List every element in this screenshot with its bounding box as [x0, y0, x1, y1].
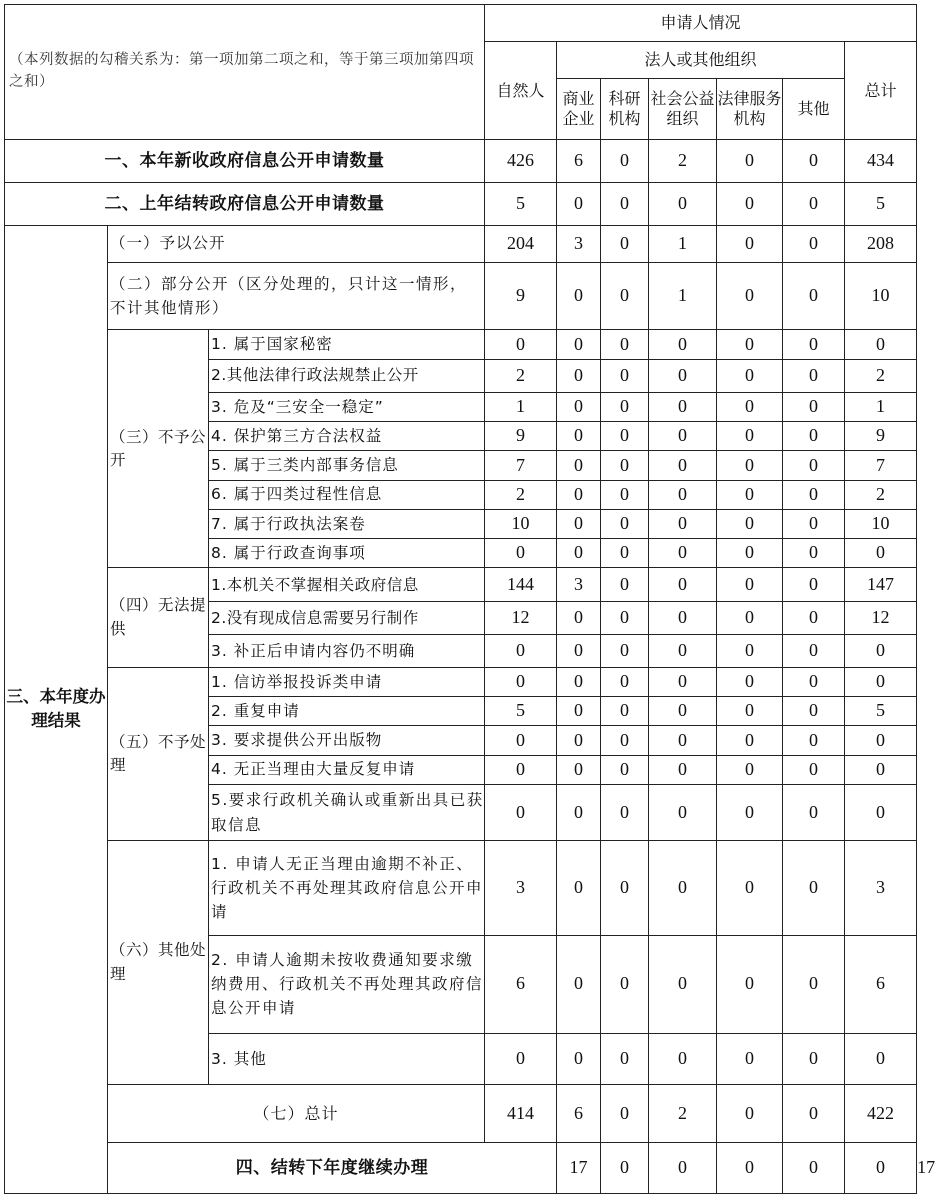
value-cell: 3 [845, 841, 917, 936]
value-cell: 0 [845, 784, 917, 840]
row-label: 5.要求行政机关确认或重新出具已获取信息 [209, 784, 485, 840]
value-cell: 0 [717, 392, 783, 421]
value-cell: 0 [717, 755, 783, 784]
value-cell: 0 [717, 634, 783, 667]
value-cell: 0 [717, 1143, 783, 1194]
value-cell: 0 [601, 841, 649, 936]
value-cell: 0 [783, 509, 845, 538]
value-cell: 0 [649, 538, 717, 567]
header-applicant: 申请人情况 [485, 5, 917, 42]
value-cell: 10 [485, 509, 557, 538]
value-cell: 0 [717, 697, 783, 726]
value-cell: 17 [557, 1143, 601, 1194]
value-cell: 0 [783, 1033, 845, 1084]
value-cell: 0 [845, 1033, 917, 1084]
value-cell: 0 [601, 140, 649, 183]
value-cell: 0 [783, 183, 845, 225]
header-col-other: 其他 [783, 78, 845, 139]
value-cell: 0 [601, 634, 649, 667]
value-cell: 426 [485, 140, 557, 183]
value-cell: 0 [601, 359, 649, 392]
value-cell: 0 [717, 726, 783, 755]
value-cell: 0 [717, 602, 783, 634]
value-cell: 0 [649, 509, 717, 538]
value-cell: 3 [557, 568, 601, 602]
row-label: 6. 属于四类过程性信息 [209, 480, 485, 509]
value-cell: 0 [649, 935, 717, 1033]
value-cell: 0 [783, 1143, 845, 1194]
value-cell: 1 [649, 262, 717, 330]
value-cell: 0 [485, 755, 557, 784]
value-cell: 0 [649, 841, 717, 936]
value-cell: 5 [845, 183, 917, 225]
header-col-legal-service: 法律服务机构 [717, 78, 783, 139]
value-cell: 0 [601, 422, 649, 451]
value-cell: 0 [717, 568, 783, 602]
row-label: 1. 申请人无正当理由逾期不补正、行政机关不再处理其政府信息公开申请 [209, 841, 485, 936]
value-cell: 0 [485, 330, 557, 359]
value-cell: 7 [845, 451, 917, 480]
row-carried-over [5, 183, 917, 225]
value-cell: 0 [557, 183, 601, 225]
value-cell: 0 [649, 1033, 717, 1084]
value-cell: 0 [717, 330, 783, 359]
value-cell: 0 [601, 784, 649, 840]
row-label: 二、上年结转政府信息公开申请数量 [5, 183, 485, 225]
value-cell: 0 [557, 667, 601, 696]
value-cell: 0 [649, 422, 717, 451]
value-cell: 0 [557, 1033, 601, 1084]
row-unable-1 [5, 568, 917, 602]
row-label: 3. 要求提供公开出版物 [209, 726, 485, 755]
value-cell: 6 [557, 1085, 601, 1143]
value-cell: 0 [601, 726, 649, 755]
value-cell: 2 [485, 480, 557, 509]
row-label: 一、本年新收政府信息公开申请数量 [5, 140, 485, 183]
value-cell: 0 [649, 755, 717, 784]
value-cell: 10 [845, 262, 917, 330]
value-cell: 208 [845, 225, 917, 262]
value-cell: 0 [783, 330, 845, 359]
value-cell: 0 [783, 841, 845, 936]
value-cell: 0 [783, 538, 845, 567]
value-cell: 9 [845, 422, 917, 451]
value-cell: 0 [557, 480, 601, 509]
value-cell: 0 [783, 140, 845, 183]
row-label: 5. 属于三类内部事务信息 [209, 451, 485, 480]
value-cell: 0 [649, 726, 717, 755]
value-cell: 0 [557, 392, 601, 421]
value-cell: 2 [485, 359, 557, 392]
header-note: （本列数据的勾稽关系为：第一项加第二项之和，等于第三项加第四项之和） [5, 5, 485, 140]
value-cell: 0 [783, 262, 845, 330]
value-cell: 0 [557, 726, 601, 755]
value-cell: 0 [717, 538, 783, 567]
value-cell: 0 [783, 697, 845, 726]
value-cell: 0 [601, 538, 649, 567]
value-cell: 0 [649, 784, 717, 840]
value-cell: 1 [649, 225, 717, 262]
group-label-unable: （四）无法提供 [108, 568, 209, 668]
value-cell: 7 [485, 451, 557, 480]
value-cell: 0 [649, 602, 717, 634]
row-label: 四、结转下年度继续办理 [108, 1143, 557, 1194]
row-label: （一）予以公开 [108, 225, 485, 262]
value-cell: 0 [601, 392, 649, 421]
value-cell: 0 [601, 568, 649, 602]
value-cell: 0 [557, 538, 601, 567]
value-cell: 0 [649, 667, 717, 696]
row-label: 4. 保护第三方合法权益 [209, 422, 485, 451]
row-deny-1 [5, 330, 917, 359]
value-cell: 0 [717, 667, 783, 696]
value-cell: 0 [717, 1085, 783, 1143]
value-cell: 0 [717, 509, 783, 538]
value-cell: 5 [485, 697, 557, 726]
row-label: 8. 属于行政查询事项 [209, 538, 485, 567]
row-label: 3. 补正后申请内容仍不明确 [209, 634, 485, 667]
value-cell: 3 [557, 225, 601, 262]
row-label: 2.没有现成信息需要另行制作 [209, 602, 485, 634]
row-label: 3. 其他 [209, 1033, 485, 1084]
value-cell: 0 [783, 726, 845, 755]
value-cell: 0 [557, 509, 601, 538]
value-cell: 12 [845, 602, 917, 634]
value-cell: 1 [845, 392, 917, 421]
value-cell: 0 [649, 568, 717, 602]
row-label: 4. 无正当理由大量反复申请 [209, 755, 485, 784]
value-cell: 0 [557, 784, 601, 840]
value-cell: 0 [649, 330, 717, 359]
value-cell: 0 [783, 784, 845, 840]
value-cell: 0 [845, 755, 917, 784]
value-cell: 6 [485, 935, 557, 1033]
value-cell: 0 [717, 841, 783, 936]
row-label: 1.本机关不掌握相关政府信息 [209, 568, 485, 602]
value-cell: 0 [717, 451, 783, 480]
value-cell: 0 [601, 183, 649, 225]
value-cell: 0 [783, 480, 845, 509]
value-cell: 6 [557, 140, 601, 183]
value-cell: 0 [557, 634, 601, 667]
value-cell: 0 [717, 480, 783, 509]
value-cell: 0 [601, 509, 649, 538]
value-cell: 2 [649, 140, 717, 183]
value-cell: 434 [845, 140, 917, 183]
value-cell: 0 [601, 330, 649, 359]
value-cell: 0 [783, 422, 845, 451]
value-cell: 9 [485, 422, 557, 451]
row-new-applications [5, 140, 917, 183]
value-cell: 0 [557, 602, 601, 634]
value-cell: 0 [717, 262, 783, 330]
value-cell: 0 [557, 262, 601, 330]
value-cell: 0 [601, 225, 649, 262]
header-natural-person: 自然人 [485, 42, 557, 140]
row-label: 7. 属于行政执法案卷 [209, 509, 485, 538]
value-cell: 0 [783, 755, 845, 784]
value-cell: 414 [485, 1085, 557, 1143]
value-cell: 9 [485, 262, 557, 330]
group-label-other: （六）其他处理 [108, 841, 209, 1085]
row-label: 3. 危及“三安全一稳定” [209, 392, 485, 421]
value-cell: 0 [845, 1143, 917, 1194]
value-cell: 0 [601, 667, 649, 696]
row-label: 1. 信访举报投诉类申请 [209, 667, 485, 696]
value-cell: 0 [601, 697, 649, 726]
value-cell: 0 [845, 667, 917, 696]
value-cell: 0 [717, 1033, 783, 1084]
header-col-research: 科研机构 [601, 78, 649, 139]
value-cell: 6 [845, 935, 917, 1033]
value-cell: 0 [649, 697, 717, 726]
value-cell: 5 [485, 183, 557, 225]
value-cell: 0 [557, 330, 601, 359]
value-cell: 144 [485, 568, 557, 602]
value-cell: 0 [485, 726, 557, 755]
header-total: 总计 [845, 42, 917, 140]
value-cell: 0 [557, 697, 601, 726]
value-cell: 0 [601, 451, 649, 480]
value-cell: 0 [485, 538, 557, 567]
value-cell: 0 [557, 451, 601, 480]
row-label: 2. 重复申请 [209, 697, 485, 726]
value-cell: 0 [783, 451, 845, 480]
value-cell: 2 [845, 480, 917, 509]
value-cell: 0 [717, 784, 783, 840]
value-cell: 2 [649, 1085, 717, 1143]
row-other-1 [5, 841, 917, 936]
value-cell: 1 [485, 392, 557, 421]
value-cell: 0 [717, 935, 783, 1033]
header-col-business: 商业企业 [557, 78, 601, 139]
value-cell: 0 [601, 262, 649, 330]
group-label-deny: （三）不予公开 [108, 330, 209, 568]
value-cell: 0 [717, 422, 783, 451]
header-col-public-welfare: 社会公益组织 [649, 78, 717, 139]
value-cell: 0 [649, 359, 717, 392]
value-cell: 0 [845, 538, 917, 567]
value-cell: 204 [485, 225, 557, 262]
value-cell: 0 [717, 140, 783, 183]
row-label: 1. 属于国家秘密 [209, 330, 485, 359]
value-cell: 2 [845, 359, 917, 392]
value-cell: 147 [845, 568, 917, 602]
value-cell: 0 [845, 634, 917, 667]
value-cell: 0 [649, 392, 717, 421]
value-cell: 0 [557, 422, 601, 451]
value-cell: 0 [649, 1143, 717, 1194]
row-label: （二）部分公开（区分处理的，只计这一情形，不计其他情形） [108, 262, 485, 330]
value-cell: 0 [783, 392, 845, 421]
row-subtotal [5, 1085, 917, 1143]
value-cell: 0 [783, 568, 845, 602]
value-cell: 5 [845, 697, 917, 726]
value-cell: 0 [845, 726, 917, 755]
value-cell: 0 [557, 841, 601, 936]
section-3-label: 三、本年度办理结果 [5, 225, 108, 1193]
value-cell: 10 [845, 509, 917, 538]
value-cell: 0 [845, 330, 917, 359]
value-cell: 0 [649, 451, 717, 480]
row-carry-next-year: 四、结转下年度继续办理 17 0 0 0 0 0 17 [5, 1143, 917, 1194]
row-label: （七）总计 [108, 1085, 485, 1143]
value-cell: 0 [601, 480, 649, 509]
value-cell: 0 [601, 935, 649, 1033]
value-cell: 3 [485, 841, 557, 936]
value-cell: 0 [485, 784, 557, 840]
value-cell: 0 [783, 634, 845, 667]
value-cell: 12 [485, 602, 557, 634]
value-cell: 0 [649, 183, 717, 225]
row-label: 2.其他法律行政法规禁止公开 [209, 359, 485, 392]
value-cell: 0 [649, 634, 717, 667]
row-noprocess-1 [5, 667, 917, 696]
value-cell: 0 [601, 602, 649, 634]
disclosure-statistics-table [4, 4, 935, 1194]
value-cell: 422 [845, 1085, 917, 1143]
row-partial [5, 262, 917, 330]
value-cell: 0 [485, 1033, 557, 1084]
value-cell: 0 [783, 225, 845, 262]
value-cell: 0 [783, 935, 845, 1033]
value-cell: 0 [601, 1033, 649, 1084]
value-cell: 0 [717, 183, 783, 225]
row-label: 2. 申请人逾期未按收费通知要求缴纳费用、行政机关不再处理其政府信息公开申请 [209, 935, 485, 1033]
header-legal-entities: 法人或其他组织 [557, 42, 845, 78]
value-cell: 0 [557, 935, 601, 1033]
value-cell: 0 [783, 1085, 845, 1143]
value-cell: 0 [601, 755, 649, 784]
value-cell: 0 [783, 359, 845, 392]
value-cell: 0 [601, 1085, 649, 1143]
value-cell: 0 [601, 1143, 649, 1194]
row-grant [5, 225, 917, 262]
value-cell: 0 [485, 667, 557, 696]
group-label-noprocess: （五）不予处理 [108, 667, 209, 840]
value-cell: 0 [717, 359, 783, 392]
value-cell: 0 [783, 667, 845, 696]
value-cell: 0 [485, 634, 557, 667]
value-cell: 0 [649, 480, 717, 509]
value-cell: 0 [783, 602, 845, 634]
value-cell: 0 [717, 225, 783, 262]
value-cell: 0 [557, 755, 601, 784]
value-cell: 0 [557, 359, 601, 392]
